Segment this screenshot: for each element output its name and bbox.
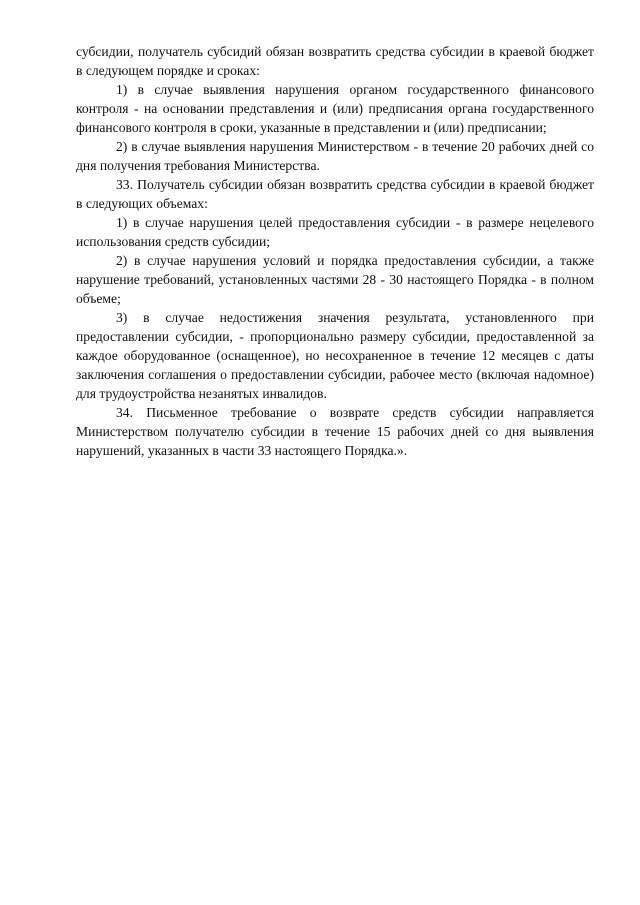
paragraph-section-33: 33. Получатель субсидии обязан возвратить средства субсидии в краевой бюджет в следующих объемах: xyxy=(76,177,594,211)
document-page xyxy=(76,42,594,460)
paragraph-section-34: 34. Письменное требование о возврате средств субсидии направляется Министерством получателю субсидии в течение 15 рабочих дней со дня выявления нарушений, указанных в части 33 настоящего Порядка.». xyxy=(76,405,594,458)
paragraph-item-1-control: 1) в случае выявления нарушения органом государственного финансового контроля - на основании представления и (или) предписания органа государственного финансового контроля в сроки, указанные в представлении и (или) предписании; xyxy=(76,82,594,135)
paragraph-33-item-2: 2) в случае нарушения условий и порядка предоставления субсидии, а также нарушение требований, установленных частями 28 - 30 настоящего Порядка - в полном объеме; xyxy=(76,253,594,306)
paragraph-33-item-3: 3) в случае недостижения значения результата, установленного при предоставлении субсидии, - пропорционально размеру субсидии, предоставленной за каждое оборудованное (оснащенное), но несохраненное в течение 12 месяцев с даты заключения соглашения о предоставлении субсидии, рабочее место (включая надомное) для трудоустройства незанятых инвалидов. xyxy=(76,310,594,401)
paragraph-33-item-1: 1) в случае нарушения целей предоставления субсидии - в размере нецелевого использования средств субсидии; xyxy=(76,215,594,249)
paragraph-item-2-ministry: 2) в случае выявления нарушения Министерством - в течение 20 рабочих дней со дня получения требования Министерства. xyxy=(76,139,594,173)
paragraph-continuation: субсидии, получатель субсидий обязан возвратить средства субсидии в краевой бюджет в следующем порядке и сроках: xyxy=(76,44,594,78)
